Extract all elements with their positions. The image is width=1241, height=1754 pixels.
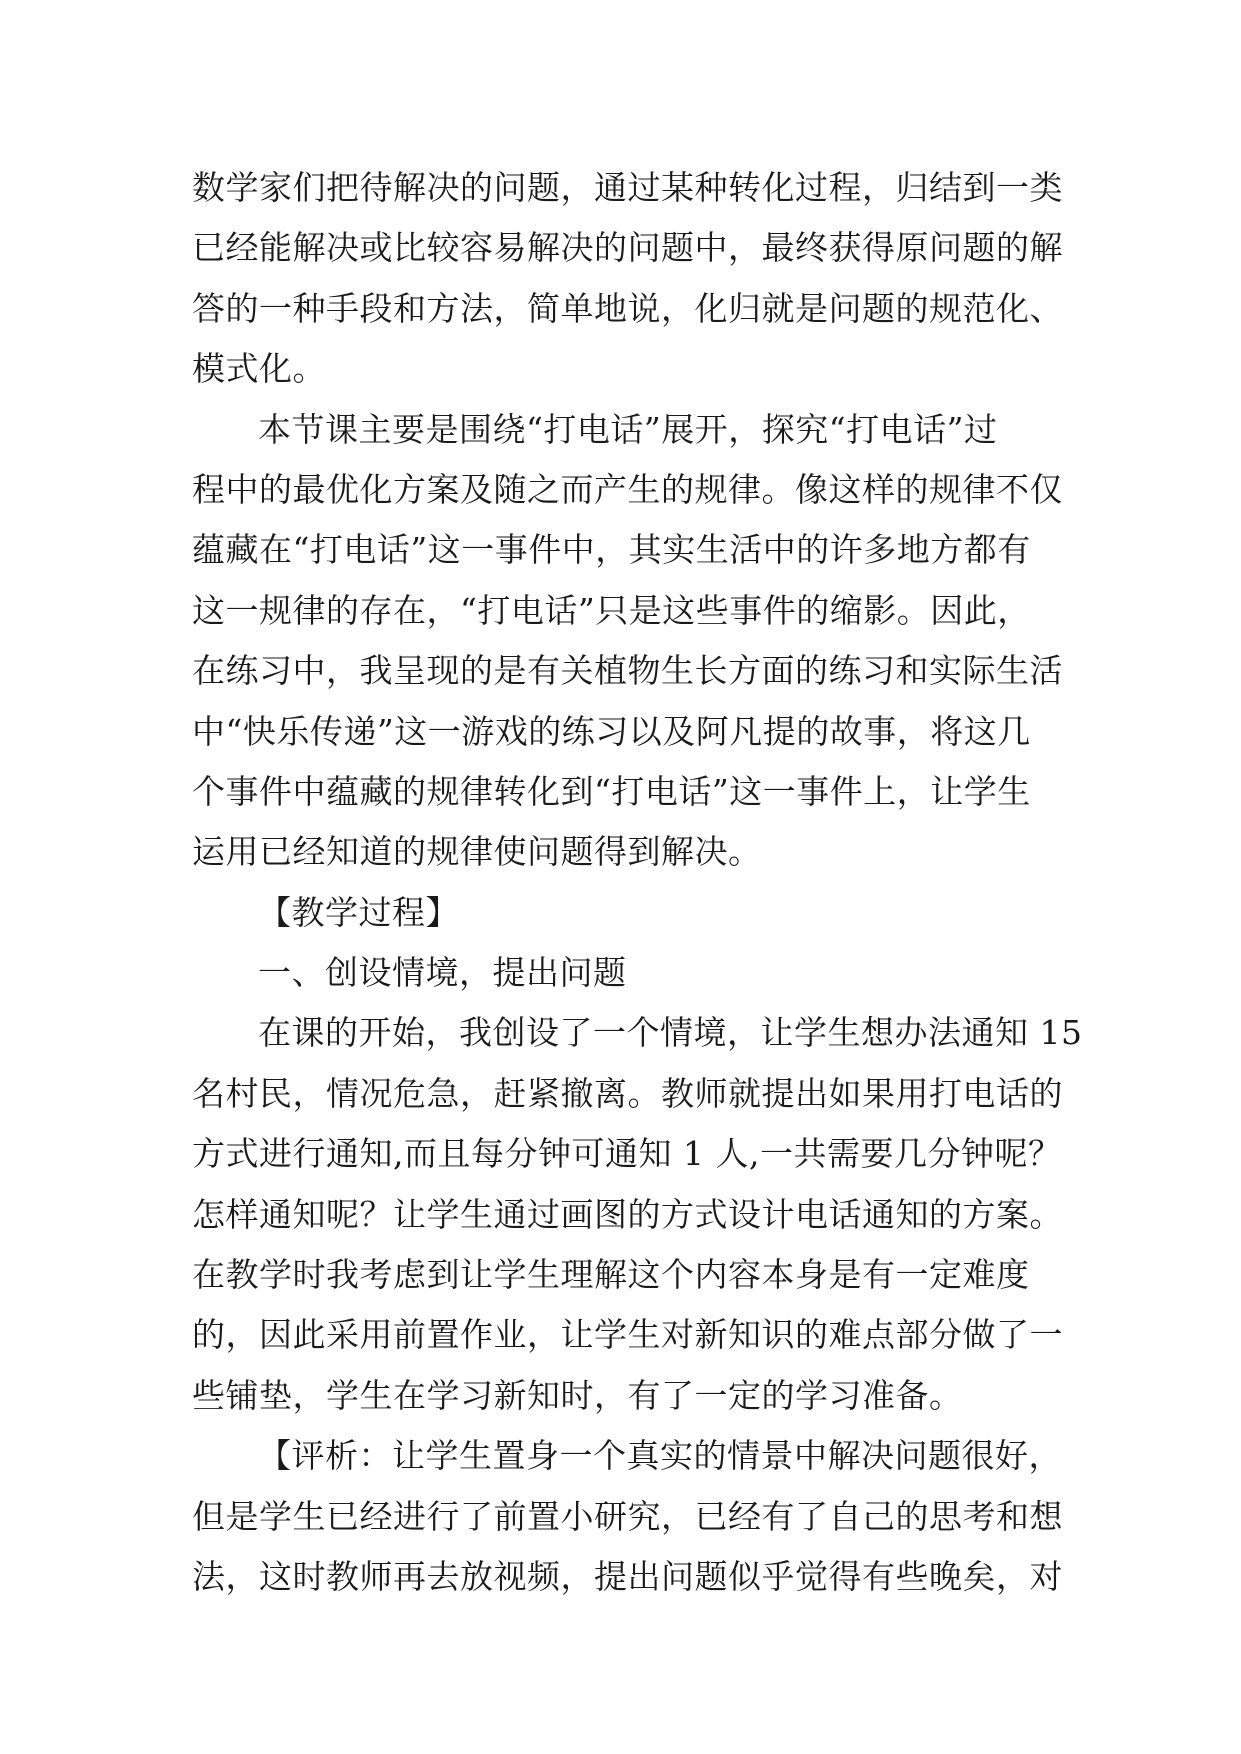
text-line: 在练习中，我呈现的是有关植物生长方面的练习和实际生活 (192, 651, 1063, 691)
text-line: 在课的开始，我创设了一个情境，让学生想办法通知 15 (258, 1013, 1083, 1053)
text-line: 这一规律的存在，“打电话”只是这些事件的缩影。因此， (192, 590, 1031, 630)
text-line: 蕴藏在“打电话”这一事件中，其实生活中的许多地方都有 (192, 530, 1031, 570)
text-line: 个事件中蕴藏的规律转化到“打电话”这一事件上，让学生 (192, 771, 1031, 811)
body-text (192, 158, 1083, 1607)
text-line: 程中的最优化方案及随之而产生的规律。像这样的规律不仅 (192, 469, 1063, 509)
text-line: 的，因此采用前置作业，让学生对新知识的难点部分做了一 (192, 1315, 1063, 1355)
text-line: 本节课主要是围绕“打电话”展开，探究“打电话”过 (258, 409, 998, 449)
text-line: 【教学过程】 (258, 892, 459, 932)
text-line: 中“快乐传递”这一游戏的练习以及阿凡提的故事，将这几 (192, 711, 1031, 751)
text-line: 运用已经知道的规律使问题得到解决。 (192, 832, 762, 872)
text-line: 名村民，情况危急，赶紧撤离。教师就提出如果用打电话的 (192, 1073, 1063, 1113)
text-line: 数学家们把待解决的问题，通过某种转化过程，归结到一类 (192, 168, 1063, 207)
text-line: 法，这时教师再去放视频，提出问题似乎觉得有些晚矣，对 (192, 1556, 1063, 1596)
text-line: 模式化。 (192, 349, 326, 389)
text-line: 已经能解决或比较容易解决的问题中，最终获得原问题的解 (192, 228, 1063, 268)
text-line: 一、创设情境，提出问题 (258, 953, 627, 993)
text-line: 在教学时我考虑到让学生理解这个内容本身是有一定难度 (192, 1255, 1030, 1295)
text-line: 方式进行通知,而且每分钟可通知 1 人,一共需要几分钟呢？ (192, 1134, 1062, 1174)
text-line: 些铺垫，学生在学习新知时，有了一定的学习准备。 (192, 1375, 963, 1415)
text-line: 【评析：让学生置身一个真实的情景中解决问题很好， (258, 1436, 1062, 1476)
text-line: 答的一种手段和方法，简单地说，化归就是问题的规范化、 (192, 288, 1063, 328)
text-line: 怎样通知呢？让学生通过画图的方式设计电话通知的方案。 (192, 1194, 1063, 1234)
text-line: 但是学生已经进行了前置小研究，已经有了自己的思考和想 (192, 1496, 1063, 1536)
